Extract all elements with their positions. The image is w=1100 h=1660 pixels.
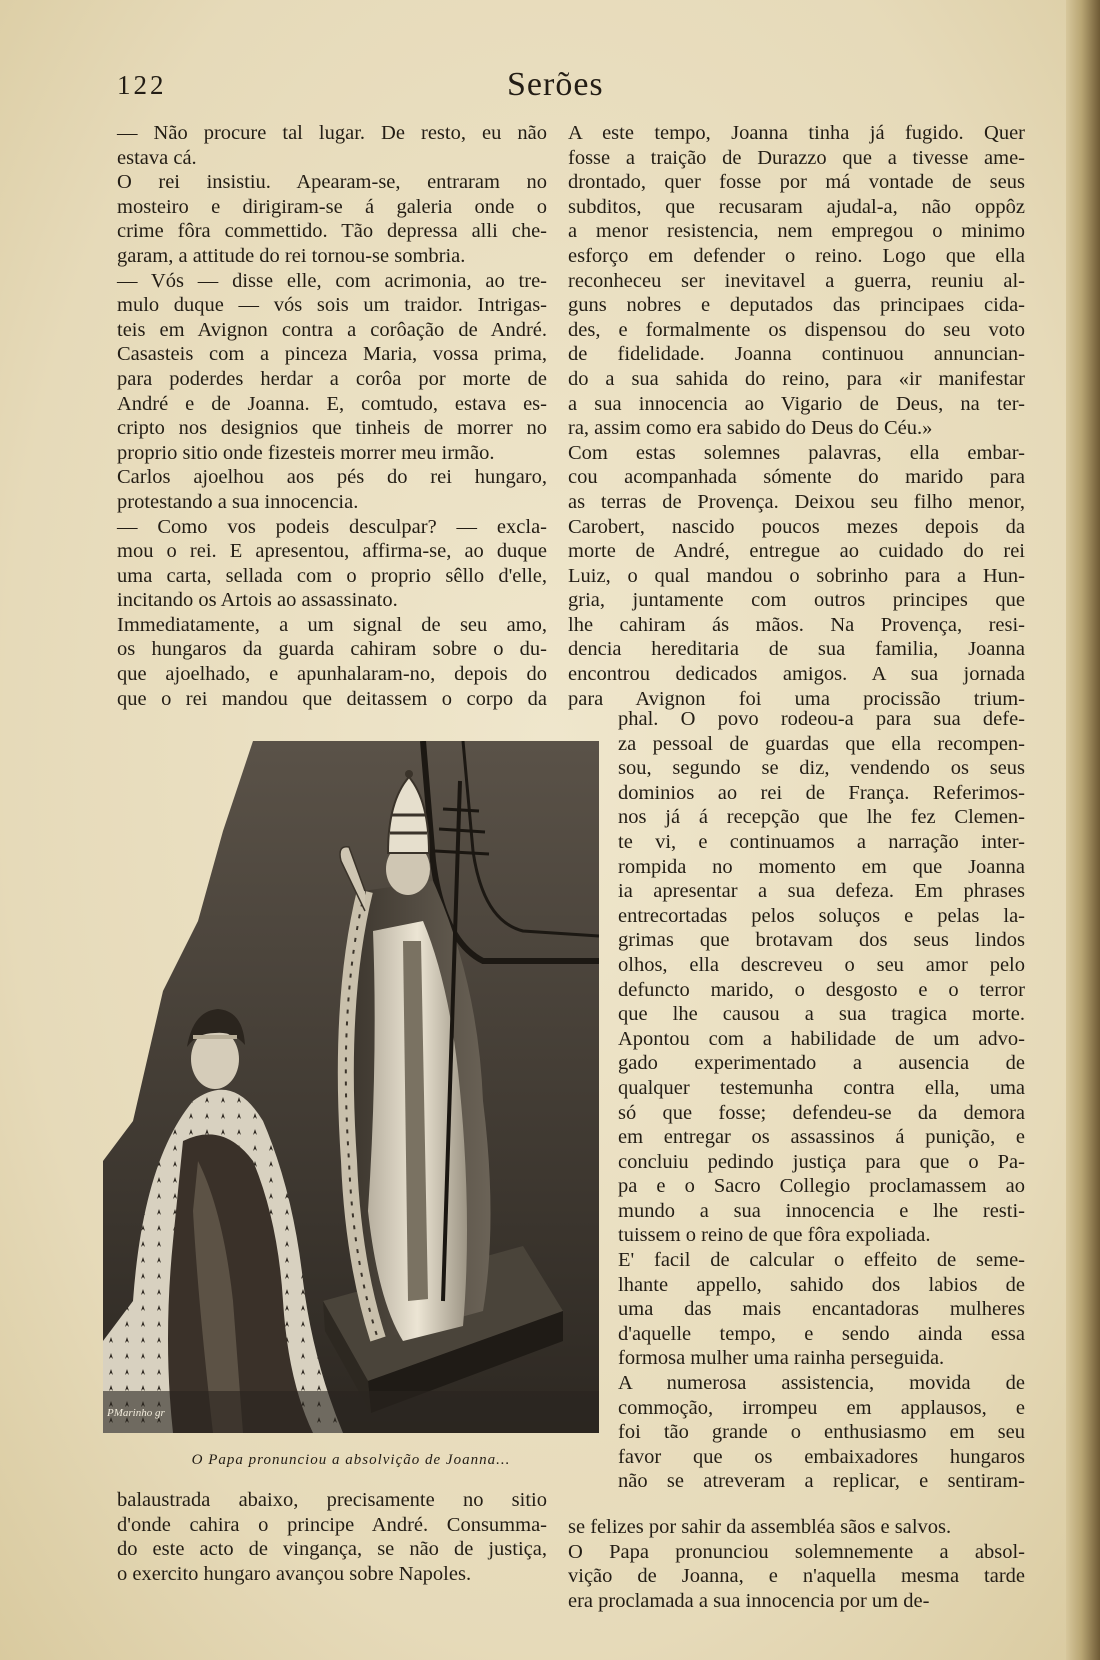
text-line: sou, segundo se diz, vendendo os seus [618, 757, 1025, 780]
text-line: garam, a attitude do rei tornou-se sombria. [117, 244, 466, 267]
text-line: grimas que brotavam dos seus lindos [618, 929, 1025, 952]
text-line: mou o rei. E apresentou, affirma-se, ao duque [117, 540, 547, 563]
text-line: vição de Joanna, e n'aquella mesma tarde [568, 1565, 1025, 1588]
text-line: nos já á recepção que lhe fez Clemen- [618, 806, 1025, 829]
text-line: A numerosa assistencia, movida de [618, 1372, 1025, 1395]
text-line: mosteiro e dirigiram-se á galeria onde o [117, 195, 547, 218]
text-line: as terras de Provença. Deixou seu filho menor, [568, 490, 1025, 513]
text-line: se felizes por sahir da assembléa sãos e salvos. [568, 1516, 952, 1538]
text-line: fosse a traição de Durazzo que a tivesse ame- [568, 146, 1025, 169]
text-line: os hungaros da guarda cahiram sobre o du- [117, 638, 547, 661]
text-line: cripto nos designios que tinheis de morrer no [117, 417, 547, 440]
text-line: lhante appello, sahido dos labios de [618, 1273, 1025, 1296]
text-line: pa e o Sacro Collegio proclamassem ao [618, 1175, 1025, 1198]
text-line: balaustrada abaixo, precisamente no sitio [117, 1489, 547, 1511]
text-line: subditos, que recusaram ajudal-a, não oppôz [568, 195, 1025, 218]
text-line: O Papa pronunciou solemnemente a absol- [568, 1540, 1025, 1563]
text-line: protestando a sua innocencia. [117, 490, 359, 513]
text-line: de fidelidade. Joanna continuou annuncian- [568, 343, 1025, 366]
text-line: teis em Avignon contra a corôação de André. [117, 318, 547, 341]
text-line: que ajoelhado, e apunhalaram-no, depois do [117, 663, 547, 686]
illustration-caption: O Papa pronunciou a absolvição de Joanna... [191, 1452, 511, 1468]
text-line: Carobert, nascido poucos mezes depois da [568, 515, 1025, 538]
text-line: za pessoal de guardas que ella recompen- [618, 732, 1025, 755]
text-line: só que fosse; defendeu-se da demora [618, 1101, 1025, 1124]
text-line: proprio sitio onde fizesteis morrer meu irmão. [117, 441, 495, 464]
text-line: em entregar os assassinos á punição, e [618, 1126, 1025, 1149]
text-line: gado experimentado a ausencia de [618, 1052, 1025, 1075]
text-line: des, e formalmente os dispensou do seu voto [568, 318, 1025, 341]
text-line: reconheceu ser inevitavel a guerra, reuniu al- [568, 269, 1025, 292]
text-line: uma das mais encantadoras mulheres [618, 1298, 1025, 1321]
text-line: formosa mulher uma rainha perseguida. [618, 1347, 945, 1370]
text-line: entrecortadas pelos soluços e pelas la- [618, 904, 1025, 927]
text-line: encontrou dedicados amigos. A sua jornada [568, 663, 1025, 686]
right-column-final-text [568, 1515, 1025, 1613]
text-line: rompida no momento em que Joanna [618, 855, 1025, 878]
text-line: para Avignon foi uma procissão trium- [568, 687, 1025, 710]
text-line: defuncto marido, o desgosto e o terror [618, 978, 1025, 1001]
right-column-narrow-text [618, 707, 1025, 1494]
text-line: era proclamada a sua innocencia por um de- [568, 1589, 930, 1612]
text-line: d'aquelle tempo, e sendo ainda essa [618, 1322, 1025, 1345]
text-line: O rei insistiu. Apearam-se, entraram no [117, 171, 547, 194]
text-line: morte de André, entregue ao cuidado do rei [568, 540, 1025, 563]
text-line: ia apresentar a sua defeza. Em phrases [618, 880, 1025, 903]
engraver-signature: PMarinho gr [107, 1407, 165, 1419]
text-line: foi tão grande o enthusiasmo em seu [618, 1421, 1025, 1444]
left-column-continuation [117, 1488, 547, 1586]
text-line: gria, juntamente com outros principes que [568, 589, 1025, 612]
text-line: Carlos ajoelhou aos pés do rei hungaro, [117, 466, 547, 489]
text-line: A este tempo, Joanna tinha já fugido. Quer [568, 122, 1025, 144]
text-line: ra, assim como era sabido do Deus do Céu.» [568, 417, 933, 440]
text-line: mundo a sua innocencia e lhe resti- [618, 1199, 1025, 1222]
text-line: d'onde cahira o principe André. Consumma- [117, 1513, 547, 1536]
text-line: olhos, ella descreveu o seu amor pelo [618, 953, 1025, 976]
illustration-engraving [103, 741, 599, 1433]
text-line: Immediatamente, a um signal de seu amo, [117, 613, 547, 636]
book-binding-edge [1066, 0, 1100, 1660]
text-line: phal. O povo rodeou-a para sua defe- [618, 708, 1025, 730]
text-line: — Vós — disse elle, com acrimonia, ao tre- [117, 269, 547, 292]
text-line: dencia hereditaria de sua familia, Joanna [568, 638, 1025, 661]
text-line: te vi, e continuamos a narração inter- [618, 830, 1025, 853]
text-line: que o rei mandou que deitassem o corpo da [117, 687, 547, 710]
text-line: uma carta, sellada com o proprio sêllo d'elle, [117, 564, 547, 587]
text-line: crime fôra commettido. Tão depressa alli che- [117, 220, 547, 243]
text-line: do este acto de vingança, se não de justiça, [117, 1538, 547, 1561]
text-line: Com estas solemnes palavras, ella embar- [568, 441, 1025, 464]
text-line: dominios ao rei de França. Referimos- [618, 781, 1025, 804]
text-line: mulo duque — vós sois um traidor. Intrigas- [117, 294, 547, 317]
text-line: a menor resistencia, nem empregou o minimo [568, 220, 1025, 243]
text-line: o exercito hungaro avançou sobre Napoles. [117, 1562, 472, 1585]
text-line: incitando os Artois ao assassinato. [117, 589, 398, 612]
text-line: que lhe causou a sua tragica morte. [618, 1003, 1025, 1026]
text-line: lhe cahiram ás mãos. Na Provença, resi- [568, 613, 1025, 636]
text-line: André e de Joanna. E, comtudo, estava es- [117, 392, 547, 415]
text-line: guns nobres e deputados das principaes cida- [568, 294, 1025, 317]
page-number: 122 [117, 70, 167, 100]
text-line: a sua innocencia ao Vigario de Deus, na ter- [568, 392, 1025, 415]
text-line: drontado, quer fosse por má vontade de seus [568, 171, 1025, 194]
text-line: tuissem o reino de que fôra expoliada. [618, 1224, 931, 1247]
text-line: não se atreveram a replicar, e sentiram- [618, 1470, 1025, 1493]
text-line: qualquer testemunha contra ella, uma [618, 1076, 1025, 1099]
left-column-text [117, 121, 547, 711]
text-line: esforço em defender o reino. Logo que ella [568, 244, 1025, 267]
text-line: para poderdes herdar a corôa por morte de [117, 367, 547, 390]
text-line: Apontou com a habilidade de um advo- [618, 1027, 1025, 1050]
text-line: estava cá. [117, 146, 197, 169]
text-line: Luiz, o qual mandou o sobrinho para a Hun- [568, 564, 1025, 587]
text-line: Casasteis com a pinceza Maria, vossa prima, [117, 343, 547, 366]
text-line: cou acompanhada sómente do marido para [568, 466, 1025, 489]
right-column-text [568, 121, 1025, 711]
text-line: commoção, irrompeu em applausos, e [618, 1396, 1025, 1419]
text-line: E' facil de calcular o effeito de seme- [618, 1249, 1025, 1272]
text-line: favor que os embaixadores hungaros [618, 1445, 1025, 1468]
text-line: concluiu pedindo justiça para que o Pa- [618, 1150, 1025, 1173]
running-title: Serões [507, 66, 604, 103]
text-line: — Não procure tal lugar. De resto, eu não [117, 122, 547, 144]
text-line: — Como vos podeis desculpar? — excla- [117, 515, 547, 538]
text-line: do a sua sahida do reino, para «ir manifestar [568, 367, 1025, 390]
